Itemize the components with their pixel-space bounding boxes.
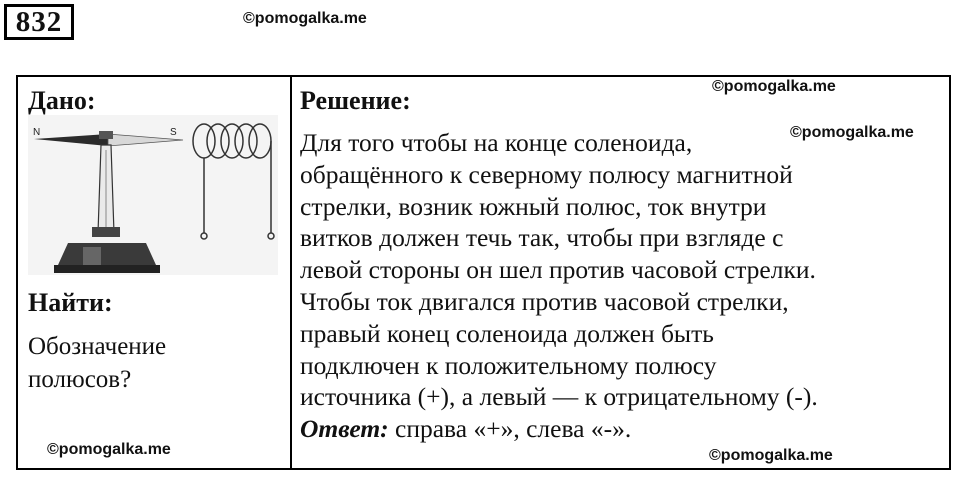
find-line-2: полюсов? xyxy=(28,366,132,393)
answer-line xyxy=(300,413,950,445)
answer-label: Ответ: xyxy=(300,414,389,444)
stand-base xyxy=(58,243,156,265)
solution-line: подключен к положительному полюсу xyxy=(300,350,717,380)
solution-text xyxy=(300,127,950,445)
watermark-bottom-right: ©pomogalka.me xyxy=(709,447,833,464)
find-line-1: Обозначение xyxy=(28,333,167,360)
solution-line: обращённого к северному полюсу магнитной xyxy=(300,159,793,189)
given-heading: Дано: xyxy=(28,86,96,115)
south-label: S xyxy=(170,127,177,138)
solution-heading: Решение: xyxy=(300,86,411,115)
solution-line: левой стороны он шел против часовой стрелки. xyxy=(300,255,816,285)
problem-number: 832 xyxy=(4,4,74,40)
solution-line: источника (+), а левый — к отрицательному (-). xyxy=(300,382,818,412)
north-label: N xyxy=(33,127,41,138)
watermark-right: ©pomogalka.me xyxy=(790,124,914,141)
watermark-bottom-left: ©pomogalka.me xyxy=(47,441,171,458)
solution-line: Чтобы ток двигался против часовой стрелки, xyxy=(300,286,789,316)
solution-line: витков должен течь так, чтобы при взгляде с xyxy=(300,223,784,253)
solution-line: стрелки, возник южный полюс, ток внутри xyxy=(300,191,767,221)
watermark-table-top: ©pomogalka.me xyxy=(712,78,836,95)
answer-text: справа «+», слева «-». xyxy=(388,414,632,444)
solution-line: Для того чтобы на конце соленоида, xyxy=(300,128,693,157)
find-heading: Найти: xyxy=(28,288,113,317)
column-divider xyxy=(290,77,292,468)
watermark-top: ©pomogalka.me xyxy=(243,10,367,27)
solution-line: правый конец соленоида должен быть xyxy=(300,318,714,348)
magnet-solenoid-figure xyxy=(28,115,278,275)
